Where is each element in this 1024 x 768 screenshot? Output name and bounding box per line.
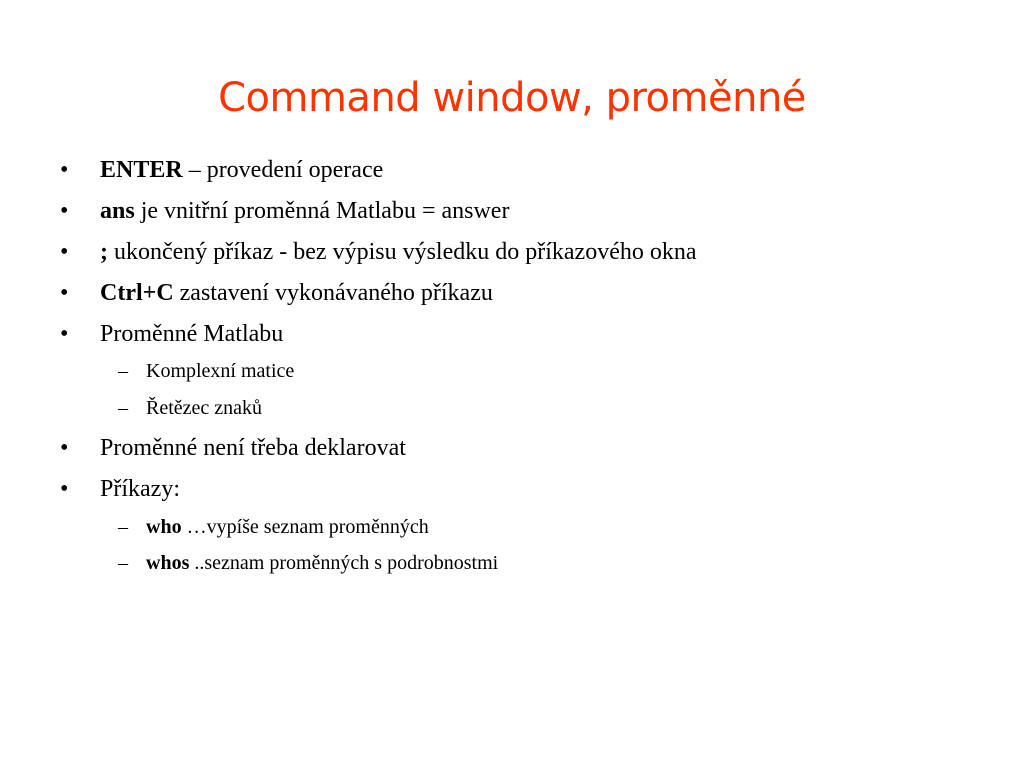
sub-bullet-marker: – [118,516,128,538]
bullet-text: ..seznam proměnných s podrobnostmi [189,552,499,574]
bullet-keyword: who [146,516,182,538]
bullet-keyword: ; [100,239,108,265]
bullet-keyword: Ctrl+C [100,280,174,306]
bullet-marker: • [60,435,69,461]
bullet-marker: • [60,476,69,502]
bullet-keyword: ans [100,198,135,224]
bullet-marker: • [60,198,69,224]
bullet-text: …vypíše seznam proměnných [181,516,429,538]
bullet-text: – provedení operace [182,157,384,183]
bullet-text: je vnitřní proměnná Matlabu = answer [134,198,510,224]
bullet-marker: • [60,239,69,265]
bullet-text: Řetězec znaků [146,397,263,419]
bullet-marker: • [60,157,69,183]
bullet-text: Komplexní matice [146,360,295,382]
bullet-keyword: whos [146,552,190,574]
bullet-text: Proměnné Matlabu [100,321,284,347]
bullet-keyword: ENTER [100,157,183,183]
sub-bullet-marker: – [118,360,128,382]
bullet-text: zastavení vykonávaného příkazu [173,280,493,306]
bullet-text: Proměnné není třeba deklarovat [100,435,406,461]
bullet-marker: • [60,321,69,347]
sub-bullet-marker: – [118,552,128,574]
bullet-text: ukončený příkaz - bez výpisu výsledku do příkazového okna [108,239,697,265]
slide-title: Command window, proměnné [218,75,806,121]
sub-bullet-marker: – [118,397,128,419]
bullet-marker: • [60,280,69,306]
bullet-text: Příkazy: [100,476,180,502]
